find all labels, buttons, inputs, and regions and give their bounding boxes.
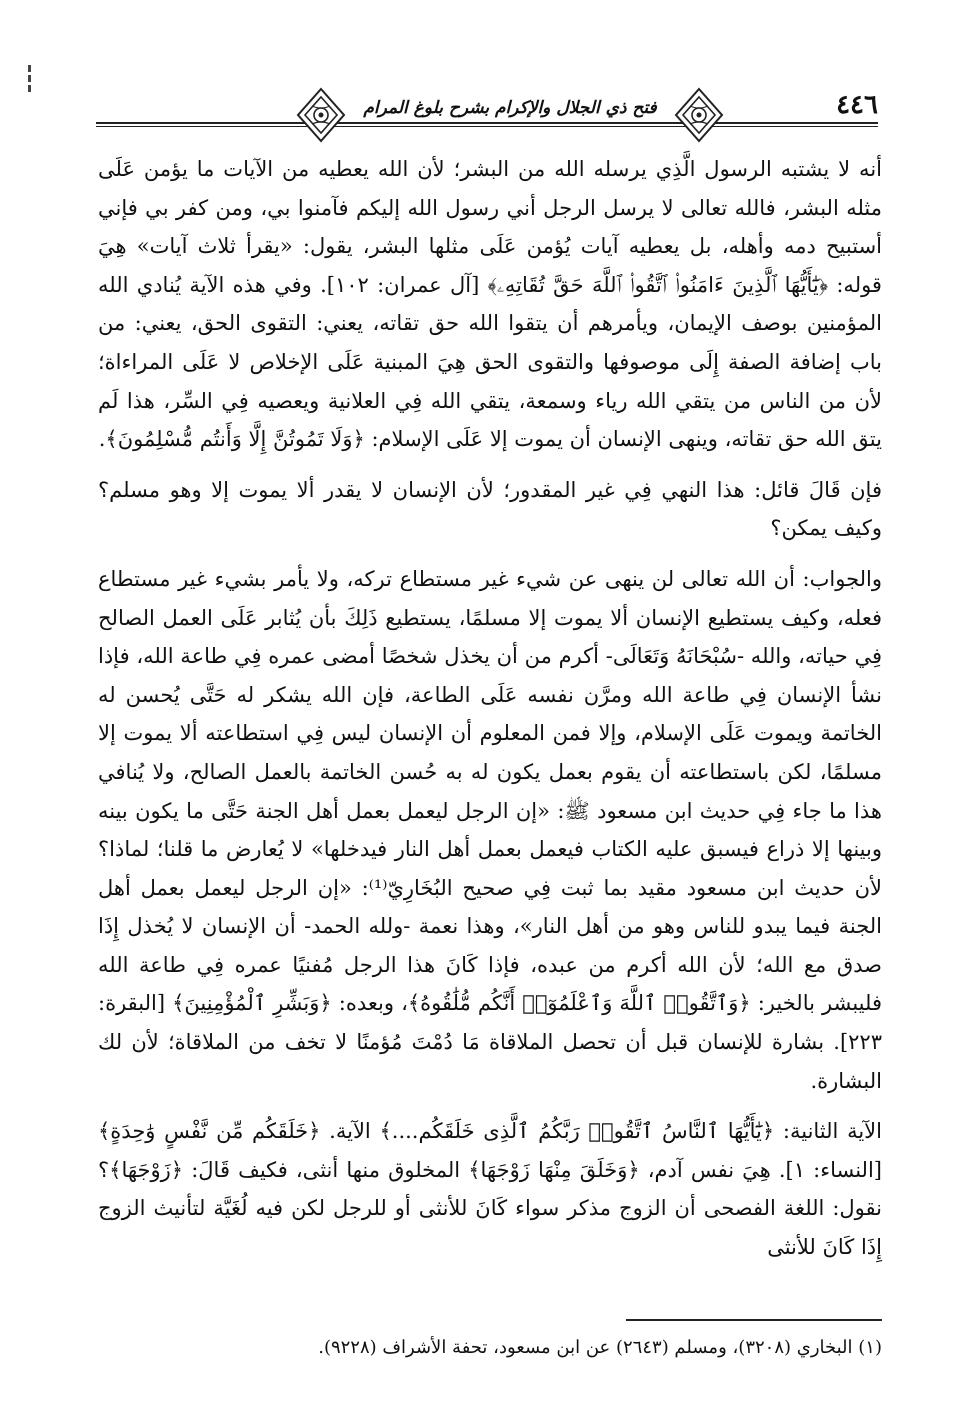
footnote-divider — [626, 1319, 882, 1321]
paragraph: والجواب: أن الله تعالى لن ينهى عن شيء غير مستطاع تركه، ولا يأمر بشيء غير مستطاع فعله، وكيف يستطيع الإنسان ألا يموت إلا مسلمًا، يستطيع ذَلِكَ بأن يُثابر عَلَى العمل الصالح فِي حياته، والله -سُبْحَانَهُ وَتَعَالَى- أكرم من أن يخذل شخصًا أمضى عمره فِي طاعة الله، فإذا نشأ الإنسان فِي طاعة الله ومرَّن نفسه عَلَى الطاعة، فإن الله يشكر له حَتَّى يُحسن له الخاتمة ويموت عَلَى الإسلام، وإلا فمن المعلوم أن الإنسان ليس فِي استطاعته ألا يموت إلا مسلمًا، لكن باستطاعته أن يقوم بعمل يكون له به حُسن الخاتمة بالعمل الصالح، ولا يُنافي هذا ما جاء فِي حديث ابن مسعود ﷺ: «إن الرجل ليعمل بعمل أهل الجنة حَتَّى ما يكون بينه وبينها إلا ذراع فيسبق عليه الكتاب فيعمل بعمل أهل النار فيدخلها» لا يُعارض ما قلنا؛ لماذا؟ لأن حديث ابن مسعود مقيد بما ثبت فِي صحيح البُخَارِيّ⁽¹⁾: «إن الرجل ليعمل بعمل أهل الجنة فيما يبدو للناس وهو من أهل النار»، وهذا نعمة -ولله الحمد- أن الإنسان لا يُخذل إِذَا صدق مع الله؛ لأن الله أكرم من عبده، فإذا كَانَ هذا الرجل مُفنيًا عمره فِي طاعة الله فليبشر بالخير: ﴿وَٱتَّقُوا۟ ٱللَّهَ وَٱعْلَمُوٓا۟ أَنَّكُم مُّلَٰقُوهُ﴾، وبعده: ﴿وَبَشِّرِ ٱلْمُؤْمِنِينَ﴾ [البقرة: ٢٢٣]. بشارة للإنسان قبل أن تحصل الملاقاة مَا دُمْتَ مُؤمنًا لا تخف من الملاقاة؛ لأن لك البشارة. — [98, 566, 882, 1093]
page-number: ٤٤٦ — [830, 90, 878, 120]
main-text — [98, 150, 882, 1267]
paragraph: الآية الثانية: ﴿يَٰٓأَيُّهَا ٱلنَّاسُ ٱتَّقُوا۟ رَبَّكُمُ ٱلَّذِى خَلَقَكُم....﴾ الآية. ﴿خَلَقَكُم مِّن نَّفْسٍ وَٰحِدَةٍ﴾ [النساء: ١]. هِيَ نفس آدم، ﴿وَخَلَقَ مِنْهَا زَوْجَهَا﴾ المخلوق منها أنثى، فكيف قَالَ: ﴿زَوْجَهَا﴾؟ نقول: اللغة الفصحى أن الزوج مذكر سواء كَانَ للأنثى أو للرجل لكن فيه لُغَيَّة لتأنيث الزوج إِذَا كَانَ للأنثى — [98, 1119, 882, 1260]
ornament-right-icon — [670, 86, 728, 144]
paragraph: أنه لا يشتبه الرسول الَّذِي يرسله الله من البشر؛ لأن الله يعطيه من الآيات ما يؤمن عَلَى مثله البشر، فالله تعالى لا يرسل الرجل أني رسول الله إليكم فآمنوا بي، ومن كفر بي فإني أستبيح دمه وأهله، بل يعطيه آيات يُؤمن عَلَى مثلها البشر، يقول: «يقرأ ثلاث آيات» هِيَ قوله: ﴿يَٰٓأَيُّهَا ٱلَّذِينَ ءَامَنُوا۟ ٱتَّقُوا۟ ٱللَّهَ حَقَّ تُقَاتِهِۦ﴾ [آل عمران: ١٠٢]. وفي هذه الآية يُنادي الله المؤمنين بوصف الإيمان، ويأمرهم أن يتقوا الله حق تقاته، يعني: التقوى الحق، يعني: من باب إضافة الصفة إِلَى موصوفها والتقوى الحق هِيَ المبنية عَلَى الإخلاص لا عَلَى المراءاة؛ لأن من الناس من يتقي الله رياء وسمعة، يتقي الله فِي العلانية ويعصيه فِي السِّر، هذا لَم يتق الله حق تقاته، وينهى الإنسان أن يموت إلا عَلَى الإسلام: ﴿وَلَا تَمُوتُنَّ إِلَّا وَأَنتُم مُّسْلِمُونَ﴾. — [98, 157, 882, 452]
margin-marks — [26, 62, 34, 102]
header-rule — [96, 122, 878, 124]
page-header — [96, 86, 878, 144]
footnote: (١) البخاري (٣٢٠٨)، ومسلم (٢٦٤٣) عن ابن مسعود، تحفة الأشراف (٩٢٢٨). — [318, 1337, 882, 1358]
paragraph: فإن قَالَ قائل: هذا النهي فِي غير المقدور؛ لأن الإنسان لا يقدر ألا يموت إلا وهو مسلم؟ وكيف يمكن؟ — [98, 477, 882, 541]
ornament-left-icon — [292, 86, 350, 144]
running-title: فتح ذي الجلال والإكرام بشرح بلوغ المرام — [350, 98, 670, 118]
header-rule-thin — [96, 126, 878, 127]
